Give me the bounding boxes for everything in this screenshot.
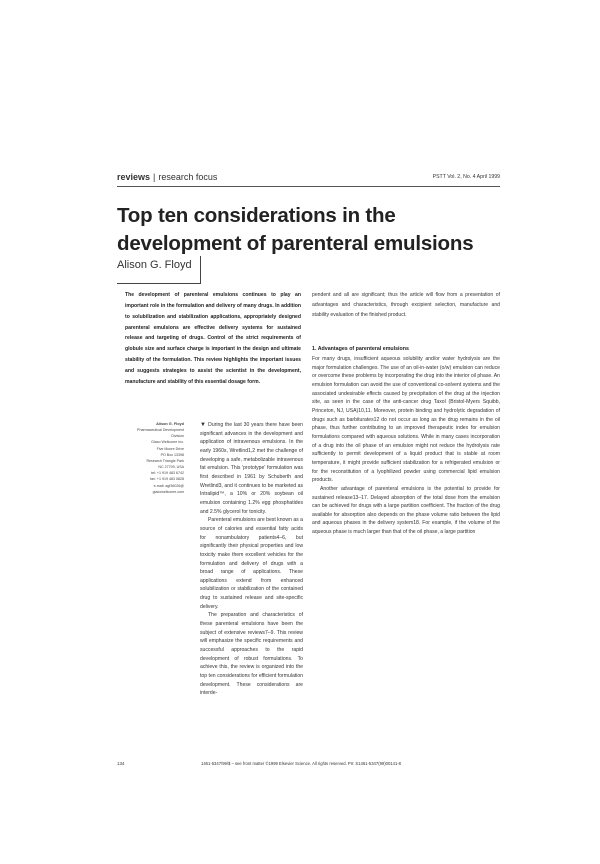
abstract: The development of parenteral emulsions continues to play an important role in the formulation and delivery of many drugs. In addition to solubilization and stabilization applications, appropriately designed parenteral emulsions are effective delivery systems for sustained release and targeting of drugs. Control of the strict requirements of globule size and surface charge is important in the design and ultimate stability of the formulation. This review highlights the important issues and suggests strategies to assist the scientist in the development, manufacture and stability of this essential dosage form.	[125, 292, 301, 385]
address-line: Glaxo Wellcome Inc.	[151, 440, 184, 445]
address-line: glaxowellcome.com	[152, 489, 184, 494]
article-title	[117, 202, 517, 258]
address-line: tel: +1 919 483 6742	[151, 471, 184, 476]
paragraph: The preparation and characteristics of these parenteral emulsions have been the subject of extensive reviews7–9. This review will emphasize the specific requirements and successful approaches to the rapid development of robust formulations. To achieve this, the review is organized into the top ten considerations for efficient formulation development. These considerations are interde-	[200, 612, 303, 697]
column2-intro: pendent and all are significant; thus the article will flow from a presentation of advantages and characteristics, through excipient selection, manufacture and stability evaluation of the finished product.	[312, 292, 500, 318]
author-address	[128, 421, 184, 495]
author-divider-vertical	[200, 256, 201, 284]
paragraph: Another advantage of parenteral emulsions is the potential to provide for sustained release13–17. Delayed absorption of the total dose from the emulsion can be achieved for drugs with a large partition coefficient. The fraction of the drug available for absorption also depends on the phase volume ratio between the lipid and aqueous phases in the delivery system18. For example, if the volume of the aqueous phase is much larger than that of the oil phase, a large partition	[312, 485, 500, 536]
paragraph: Parenteral emulsions are best known as a source of calories and essential fatty acids for nonambulatory patients4–6, but significantly their physical properties and low toxicity make them excellent vehicles for the formulation and delivery of drugs with a broad range of applications. These applications extend from enhanced solubilization or stabilization of the contained drug to sustained release and site-specific delivery.	[200, 517, 303, 610]
address-line: fax: +1 919 483 5828	[150, 477, 184, 482]
page-number: 134	[117, 761, 125, 766]
address-line: Pharmaceutical Development	[137, 428, 184, 433]
address-line: PO Box 13398	[160, 452, 184, 457]
journal-citation: PSTT Vol. 2, No. 4 April 1999	[432, 174, 500, 180]
subsection-label: research focus	[158, 172, 218, 182]
address-line: Research Triangle Park	[146, 458, 184, 463]
column2-body	[312, 355, 500, 537]
header-separator: |	[153, 172, 156, 182]
paragraph: During the last 30 years there have been significant advances in the development and application of intravenous emulsions. In the early 1960s, Wretlind1,2 met the challenge of developing a safe, metabolizable intravenous fat emulsion. This 'prototype' formulation was first described in 1961 by Schuberth and Wretlind3, and it continues to be marketed as Intralipid™, a 10% or 20% soybean oil emulsion containing 1.2% egg phosphatides and 2.5% glycerol for tonicity.	[200, 422, 303, 515]
triangle-icon: ▼	[200, 422, 207, 428]
address-name: Alison G. Floyd	[156, 422, 184, 426]
section-heading: 1. Advantages of parenteral emulsions	[312, 346, 409, 352]
column1-body	[200, 421, 303, 698]
title-line-2: development of parenteral emulsions	[117, 232, 474, 255]
author-divider-horizontal	[117, 283, 201, 284]
address-line: Division	[171, 434, 184, 439]
address-line: NC 27709, USA	[158, 465, 184, 470]
running-header	[117, 172, 217, 182]
author-name: Alison G. Floyd	[117, 259, 192, 271]
address-line: Five Moore Drive	[156, 446, 184, 451]
header-rule	[117, 186, 500, 187]
section-label: reviews	[117, 172, 151, 182]
paragraph: For many drugs, insufficient aqueous solubility and/or water hydrolysis are the major formulation challenges. The use of an oil-in-water (o/w) emulsion can reduce or overcome these problems by incorporating the drug into the interior oil phase. An emulsion formulation can avoid the use of conventional co-solvent systems and the associated undesirable effects caused by precipitation of the drug at the injection site, as seen in the case of the anti-cancer drug Taxol (Bristol-Myers Squibb, Princeton, NJ, USA)10,11. Moreover, protein binding and hydrolytic degradation of drugs such as barbiturates12 do not occur as long as the drug remains in the oil phase, thus further contributing to an improved therapeutic index for emulsion formulations compared with aqueous solutions. While in many cases incorporation of a drug into the oil phase of an emulsion might not reduce the hydrolysis rate sufficiently to permit development of a liquid product that is stable at room temperature, it might provide sufficient stabilization for a refrigerated emulsion or for the reconstitution of a lyophilized powder using commercial lipid emulsion products.	[312, 356, 501, 484]
title-line-1: Top ten considerations in the	[117, 204, 396, 227]
address-line: e-mail: agf36026@	[153, 483, 184, 488]
footer-copyright: 1461-5347/99/$ – see front matter ©1999 Elsevier Science. All rights reserved. PII: S1461-5347(99)00141-8	[201, 761, 402, 766]
